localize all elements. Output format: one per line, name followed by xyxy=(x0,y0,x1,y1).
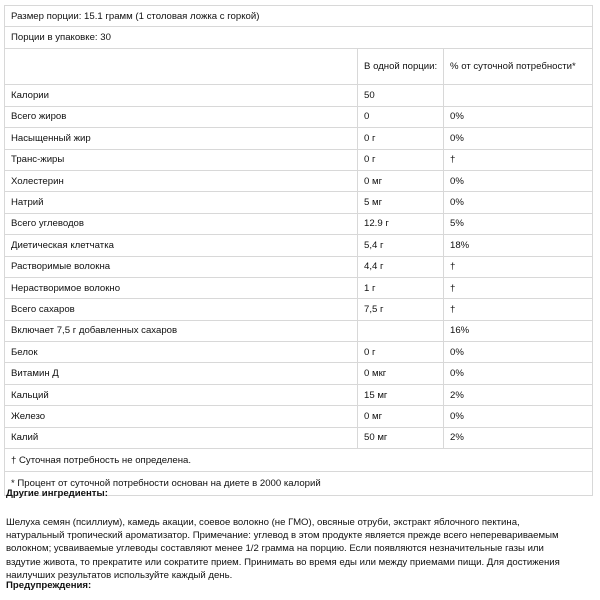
table-row xyxy=(5,171,592,192)
nutrition-table xyxy=(4,5,593,496)
nutrient-amount: 0 г xyxy=(358,128,444,148)
table-row xyxy=(5,214,592,235)
nutrient-amount: 0 г xyxy=(358,150,444,170)
table-row xyxy=(5,257,592,278)
nutrient-amount: 1 г xyxy=(358,278,444,298)
other-ingredients-text xyxy=(6,516,594,582)
nutrient-daily-value xyxy=(444,85,592,105)
ingredients-line-2: натуральный тропический ароматизатор. Примечание: углевод в этом продукте является прежде всего неперевариваемым xyxy=(6,530,559,542)
table-row xyxy=(5,107,592,128)
nutrient-name: Всего жиров xyxy=(5,107,358,127)
nutrient-daily-value: † xyxy=(450,261,456,273)
nutrient-name: Включает 7,5 г добавленных сахаров xyxy=(5,321,358,341)
ingredients-line-3: волокном; усваиваемые углеводы составляют менее 1/2 грамма на порцию. Если появляются незначительные газы или xyxy=(6,543,544,555)
ingredients-line-1: Шелуха семян (псиллиум), камедь акации, соевое волокно (не ГМО), овсяные отруби, экстракт яблочного пектина, xyxy=(6,517,520,528)
servings-per-container: Порции в упаковке: 30 xyxy=(11,32,111,44)
nutrient-name: Белок xyxy=(5,342,358,362)
table-row xyxy=(5,342,592,363)
nutrient-amount: 0 xyxy=(358,107,444,127)
nutrient-name: Нерастворимое волокно xyxy=(5,278,358,298)
nutrient-amount: 5,4 г xyxy=(358,235,444,255)
nutrient-name: Калий xyxy=(5,428,358,448)
header-amount: В одной порции: xyxy=(358,49,444,84)
nutrient-daily-value: 0% xyxy=(450,197,464,209)
nutrient-amount: 50 мг xyxy=(358,428,444,448)
nutrient-amount: 0 г xyxy=(358,342,444,362)
other-ingredients-heading: Другие ингредиенты: xyxy=(6,488,108,499)
nutrient-name: Транс-жиры xyxy=(5,150,358,170)
dagger-note: † Суточная потребность не определена. xyxy=(5,449,592,472)
nutrient-amount: 7,5 г xyxy=(358,299,444,319)
table-row xyxy=(5,299,592,320)
nutrient-name: Натрий xyxy=(5,192,358,212)
nutrient-daily-value: 0% xyxy=(450,368,464,380)
nutrient-amount xyxy=(358,321,444,341)
daily-value-note: * Процент от суточной потребности основан на диете в 2000 калорий xyxy=(5,472,592,496)
table-header-row xyxy=(5,49,592,85)
table-row xyxy=(5,321,592,342)
table-row xyxy=(5,192,592,213)
nutrient-name: Железо xyxy=(5,406,358,426)
table-row xyxy=(5,406,592,427)
table-row xyxy=(5,150,592,171)
nutrient-amount: 0 мг xyxy=(358,406,444,426)
nutrient-amount: 0 мкг xyxy=(358,363,444,383)
table-row xyxy=(5,85,592,106)
nutrient-daily-value: 5% xyxy=(450,218,464,230)
table-row xyxy=(5,363,592,384)
nutrient-amount: 15 мг xyxy=(358,385,444,405)
nutrient-amount: 50 xyxy=(358,85,444,105)
nutrient-daily-value: † xyxy=(450,154,456,166)
table-row xyxy=(5,278,592,299)
header-daily-value: % от суточной потребности* xyxy=(450,61,576,73)
nutrient-amount: 0 мг xyxy=(358,171,444,191)
nutrient-daily-value: 0% xyxy=(450,132,464,144)
table-row xyxy=(5,385,592,406)
serving-size-row xyxy=(5,6,592,27)
nutrient-name: Кальций xyxy=(5,385,358,405)
nutrient-daily-value: 0% xyxy=(450,410,464,422)
nutrient-daily-value: 18% xyxy=(450,239,470,251)
nutrient-daily-value: 0% xyxy=(450,346,464,358)
nutrient-daily-value: † xyxy=(450,282,456,294)
nutrient-amount: 5 мг xyxy=(358,192,444,212)
nutrient-daily-value: 2% xyxy=(450,389,464,401)
nutrient-name: Всего сахаров xyxy=(5,299,358,319)
table-row xyxy=(5,235,592,256)
table-row xyxy=(5,428,592,449)
nutrient-name: Всего углеводов xyxy=(5,214,358,234)
servings-per-container-row xyxy=(5,27,592,49)
nutrient-name: Калории xyxy=(5,85,358,105)
nutrient-amount: 12.9 г xyxy=(358,214,444,234)
ingredients-line-4: вздутие живота, то прекратите или сократите прием. Принимать во время еды или между приемами пищи. Для достижения xyxy=(6,556,560,568)
warnings-heading: Предупреждения: xyxy=(6,580,92,591)
table-row xyxy=(5,128,592,149)
nutrient-name: Витамин Д xyxy=(5,363,358,383)
nutrient-amount: 4,4 г xyxy=(358,257,444,277)
nutrient-daily-value: † xyxy=(450,303,456,315)
header-blank-cell xyxy=(5,49,358,84)
nutrient-daily-value: 16% xyxy=(450,325,470,337)
nutrient-name: Диетическая клетчатка xyxy=(5,235,358,255)
nutrient-rows xyxy=(5,85,592,449)
serving-size: Размер порции: 15.1 грамм (1 столовая ложка с горкой) xyxy=(11,10,260,22)
nutrient-daily-value: 0% xyxy=(450,175,464,187)
nutrient-name: Холестерин xyxy=(5,171,358,191)
nutrient-name: Насыщенный жир xyxy=(5,128,358,148)
nutrient-daily-value: 0% xyxy=(450,111,464,123)
ingredients-line-5: наилучших результатов используйте каждый день. xyxy=(6,569,233,581)
nutrient-name: Растворимые волокна xyxy=(5,257,358,277)
nutrient-daily-value: 2% xyxy=(450,432,464,444)
